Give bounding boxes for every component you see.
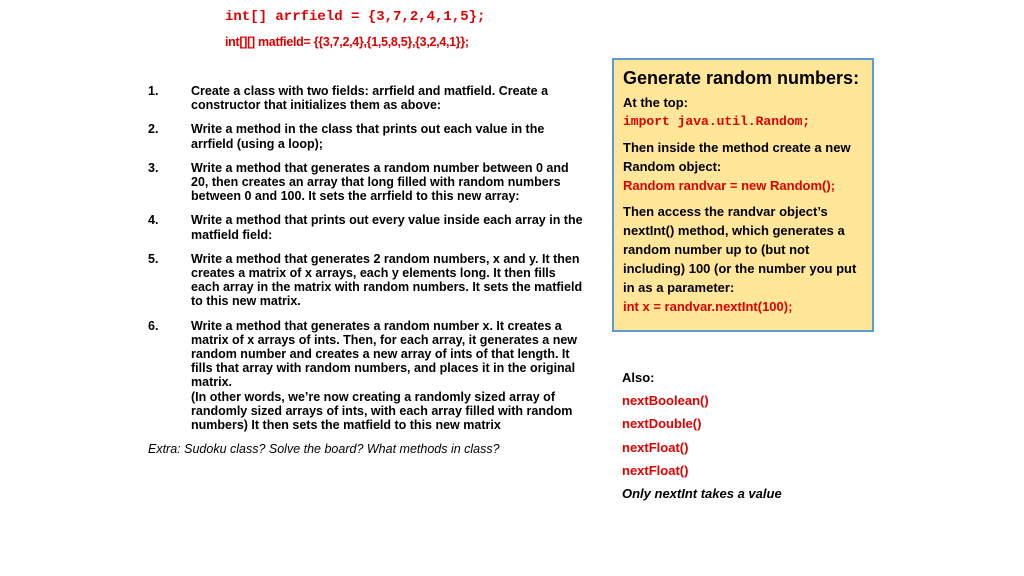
task-number: 2.	[148, 122, 159, 137]
task-number: 3.	[148, 160, 159, 175]
task-number: 1.	[148, 84, 159, 98]
random-numbers-box	[612, 58, 874, 332]
task-number: 6.	[148, 318, 159, 333]
at-top-label: At the top:	[623, 95, 688, 110]
list-item	[148, 84, 584, 112]
task-text: Write a method in the class that prints out each value in the arrfield (using a loop);	[191, 122, 545, 151]
random-object-code: Random randvar = new Random();	[623, 178, 835, 193]
list-item	[148, 252, 584, 309]
task-text: Write a method that prints out every value inside each array in the matfield field:	[191, 213, 583, 242]
nextint-note: Only nextInt takes a value	[622, 486, 782, 502]
list-item	[148, 213, 584, 241]
access-method-text: Then access the randvar object’s nextInt() method, which generates a random number up to (but not including) 100 (or the number you put in as a parameter:	[623, 204, 857, 295]
task-number: 5.	[148, 251, 159, 266]
also-label: Also:	[622, 370, 655, 385]
method-next-float: nextFloat()	[622, 462, 689, 478]
box-title: Generate random numbers:	[623, 68, 860, 88]
task-list	[148, 84, 584, 456]
matfield-declaration: int[][] matfield= {{3,7,2,4},{1,5,8,5},{3,2,4,1}};	[225, 35, 469, 49]
also-section	[622, 366, 782, 505]
task-number: 4.	[148, 213, 159, 228]
list-item	[148, 161, 584, 204]
nextint-code: int x = randvar.nextInt(100);	[623, 299, 793, 314]
task-text: Write a method that generates a random number between 0 and 20, then creates an array that long filled with random numbers between 0 and 100. It sets the arrfield to this new array:	[191, 160, 569, 204]
task-text: Write a method that generates a random number x. It creates a matrix of x arrays of ints. Then, for each array, it generates a new random number and creates a new array of ints of that length. It fills that array with random numbers, and places it in the original matrix.	[191, 318, 578, 390]
create-object-text: Then inside the method create a new Random object:	[623, 140, 851, 174]
extra-note: Extra: Sudoku class? Solve the board? What methods in class?	[148, 442, 500, 457]
list-item	[148, 319, 584, 433]
import-statement: import java.util.Random;	[623, 114, 811, 129]
list-item	[148, 122, 584, 150]
method-next-float: nextFloat()	[622, 439, 689, 455]
method-next-double: nextDouble()	[622, 416, 702, 432]
task-text-note: (In other words, we’re now creating a randomly sized array of randomly sized arrays of ints, with each array filled with random numbers) It then sets the matfield to this new matrix	[191, 389, 573, 433]
method-next-boolean: nextBoolean()	[622, 393, 709, 409]
task-text: Create a class with two fields: arrfield and matfield. Create a constructor that initializes them as above:	[191, 84, 549, 113]
task-text: Write a method that generates 2 random numbers, x and y. It then creates a matrix of x arrays, each y elements long. It then fills each array in the matrix with random numbers. It sets the matfield to this new matrix.	[191, 251, 583, 309]
arrfield-declaration: int[] arrfield = {3,7,2,4,1,5};	[225, 9, 486, 25]
